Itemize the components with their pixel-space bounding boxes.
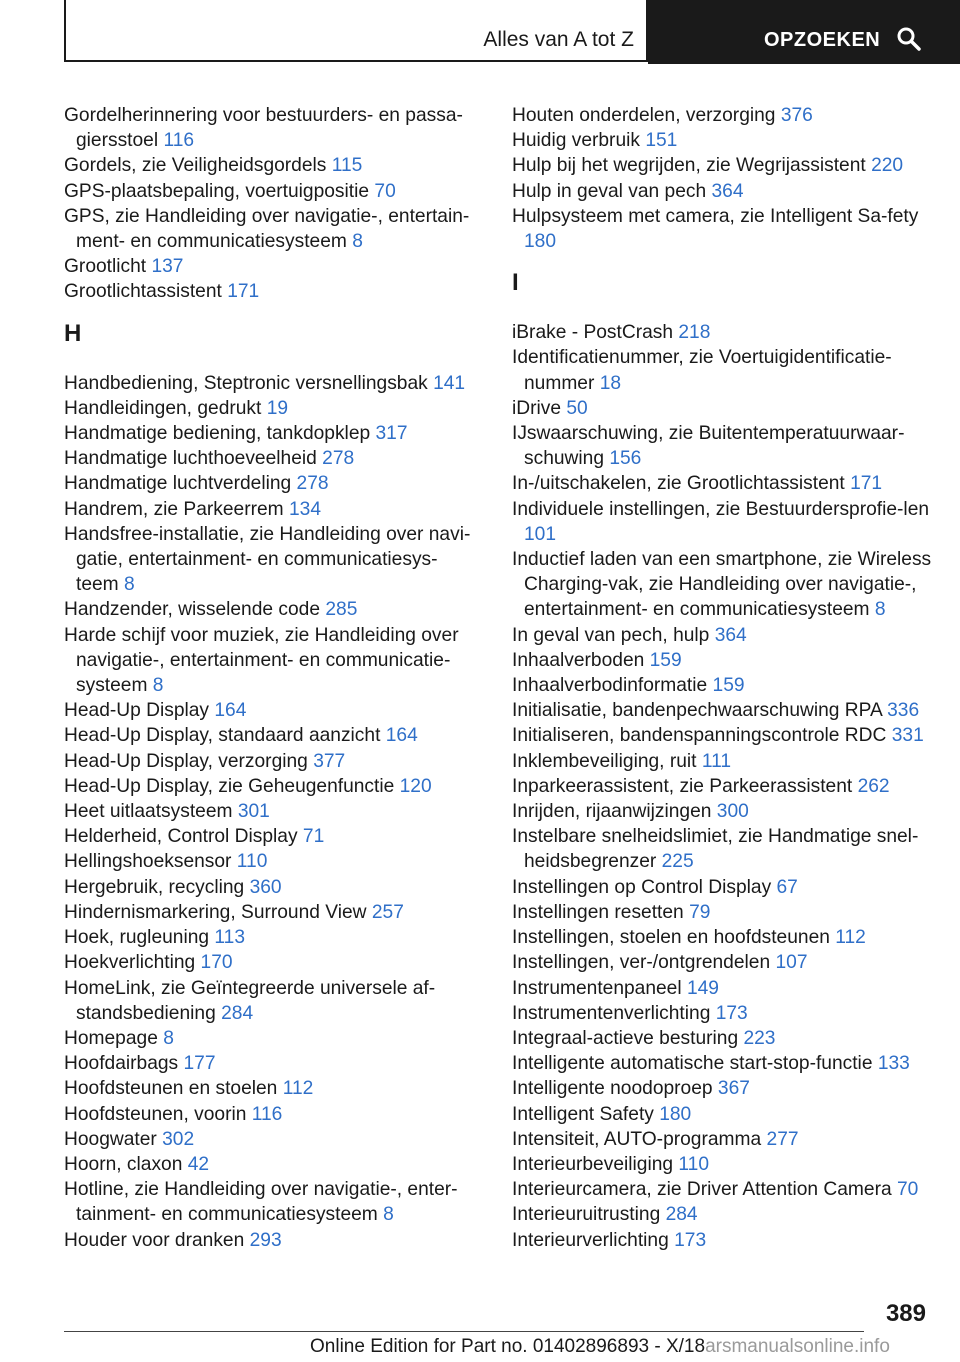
index-entry-text: Hoekverlichting [64,952,196,974]
index-page-link[interactable]: 8 [383,1204,394,1226]
index-entry [64,925,474,950]
index-entry [64,698,474,723]
index-entry-text: Interieurcamera, zie Driver Attention Camera [512,1179,892,1201]
index-entry-text: Huidig verbruik [512,130,640,152]
index-page-link[interactable]: 159 [649,649,682,671]
index-entry [64,254,474,279]
index-page-link[interactable]: 115 [331,155,363,177]
search-icon [896,26,922,52]
index-entry-text: GPS, zie Handleiding over navigatie-, entertain-ment- en communicatiesysteem [64,205,470,253]
index-entry [64,471,474,496]
index-entry [512,204,932,254]
index-page-link[interactable]: 284 [221,1002,254,1024]
index-entry [64,396,474,421]
index-entry-text: Intelligente automatische start-stop-functie [512,1053,873,1075]
index-entry [512,396,932,421]
index-page-link[interactable]: 173 [674,1229,707,1251]
index-page-link[interactable]: 164 [385,725,418,747]
index-page-link[interactable]: 377 [313,750,346,772]
index-entry [64,204,474,254]
index-entry-text: Instellingen, stoelen en hoofdsteunen [512,927,830,949]
index-entry [512,1102,932,1127]
index-entry [512,723,932,748]
index-entry-text: Heet uitlaatsysteem [64,801,233,823]
index-entry-text: Initialiseren, bandenspanningscontrole RDC [512,725,887,747]
index-entry-text: Hoorn, claxon [64,1153,183,1175]
index-page-link[interactable]: 257 [371,901,404,923]
index-entry-text: Head-Up Display, zie Geheugenfunctie [64,775,395,797]
index-entry [64,446,474,471]
index-entry-text: Instrumentenpaneel [512,977,682,999]
index-entry [64,900,474,925]
index-entry-text: Handmatige luchtverdeling [64,473,292,495]
index-entry-text: Hellingshoeksensor [64,851,232,873]
index-page-link[interactable]: 301 [237,801,270,823]
index-entry-text: Hoofdairbags [64,1053,179,1075]
index-page-link[interactable]: 177 [183,1053,216,1075]
index-page-link[interactable]: 360 [249,876,282,898]
index-entry-text: Inparkeerassistent, zie Parkeerassistent [512,775,853,797]
index-entry-text: Hulpsysteem met camera, zie Intelligent Sa-fety [512,205,919,227]
index-entry-text: Gordels, zie Veiligheidsgordels [64,155,327,177]
index-entry [64,749,474,774]
index-page-link[interactable]: 376 [780,105,813,126]
index-entry-text: Instelbare snelheidslimiet, zie Handmatige snel-heidsbegrenzer [512,826,919,873]
index-entry [64,1026,474,1051]
index-entry-text: Inhaalverbodinformatie [512,675,708,697]
index-entry-text: Handzender, wisselende code [64,599,321,621]
index-entry [64,774,474,799]
index-entry-text: Handmatige luchthoeveelheid [64,448,317,470]
index-entry [64,153,474,178]
index-entry [512,875,932,900]
index-page-link[interactable]: 331 [891,725,924,747]
footer [310,1336,890,1358]
index-entry [64,179,474,204]
page-header [64,0,960,64]
index-entry [64,1152,474,1177]
index-entry [64,371,474,396]
index-entry-text: Hulp in geval van pech [512,180,707,202]
index-entry-text: Hotline, zie Handleiding over navigatie-, enter-tainment- en communicatiesysteem [64,1179,458,1226]
index-page-link[interactable]: 42 [187,1153,210,1175]
index-entry [512,153,932,178]
index-page-link[interactable]: 302 [162,1128,195,1150]
index-entry [512,925,932,950]
index-entry [512,976,932,1001]
index-entry [512,673,932,698]
index-page-link[interactable]: 112 [282,1078,314,1100]
index-entry [64,279,474,304]
index-page-link[interactable]: 8 [352,231,363,253]
index-entry-text: IJswaarschuwing, zie Buitentemperatuurwaar-schuwing [512,423,905,470]
index-page-link[interactable]: 110 [678,1153,709,1175]
index-letter-heading: H [64,319,82,347]
index-entry [512,799,932,824]
index-page-link[interactable]: 293 [249,1229,282,1251]
index-entry-text: Hoofdsteunen en stoelen [64,1078,278,1100]
index-entry-text: Harde schijf voor muziek, zie Handleiding over navigatie-, entertainment- en communicatie-systeem [64,624,459,697]
index-entry [512,698,932,723]
index-entry-text: Inductief laden van een smartphone, zie Wireless Charging-vak, zie Handleiding over navigatie-, entertainment- en communicatiesysteem [512,549,932,621]
index-page-link[interactable]: 137 [151,256,184,278]
index-entry-text: Intensiteit, AUTO-programma [512,1128,762,1150]
section-tab-label: Alles van A tot Z [483,28,634,51]
index-entry-text: Interieurbeveiliging [512,1153,674,1175]
index-entry-text: Helderheid, Control Display [64,826,298,848]
index-page-link[interactable]: 116 [163,130,195,152]
index-page-link[interactable]: 218 [678,322,711,344]
index-page-link[interactable]: 70 [896,1179,919,1201]
index-entry-text: iDrive [512,397,562,419]
index-entry [512,128,932,153]
index-entry [64,421,474,446]
index-page-link[interactable]: 170 [200,952,233,974]
index-entry-text: iBrake - PostCrash [512,322,674,344]
index-entry [64,799,474,824]
index-entry [64,824,474,849]
search-tab[interactable] [648,0,960,64]
index-entry [64,849,474,874]
index-entry-text: Identificatienummer, zie Voertuigidentificatie-nummer [512,347,892,394]
index-entry [512,497,932,547]
index-entry [512,1051,932,1076]
footer-divider [64,1331,864,1332]
index-page-link[interactable]: 317 [375,423,408,445]
index-entry [512,1127,932,1152]
index-entry-text: Instellingen, ver-/ontgrendelen [512,952,771,974]
index-entry-text: Inklembeveiliging, ruit [512,750,697,772]
index-entry-text: Houten onderdelen, verzorging [512,105,776,126]
index-entry [512,1001,932,1026]
index-entry [512,623,932,648]
index-entry-text: Handleidingen, gedrukt [64,397,262,419]
index-entry [512,1177,932,1202]
index-page-link[interactable]: 141 [433,372,466,394]
index-entry [64,950,474,975]
index-page-link[interactable]: 173 [715,1002,748,1024]
index-page-link[interactable]: 278 [296,473,329,495]
index-page-link[interactable]: 171 [227,281,260,303]
index-entry-text: Head-Up Display, verzorging [64,750,308,772]
index-entry [64,1051,474,1076]
index-page-link[interactable]: 79 [689,901,711,923]
index-page-link[interactable]: 171 [850,473,883,495]
index-entry-text: Intelligente noodoproep [512,1078,713,1100]
index-page-link[interactable]: 107 [775,952,808,974]
index-entry-text: Hulp bij het wegrijden, zie Wegrijassistent [512,155,866,177]
index-page-link[interactable]: 71 [302,826,325,848]
index-entry [64,522,474,598]
index-page-link[interactable]: 278 [322,448,355,470]
index-page-link[interactable]: 8 [163,1027,174,1049]
index-entry [64,875,474,900]
index-entry-text: Interieuruitrusting [512,1204,661,1226]
index-entry-text: Instrumentenverlichting [512,1002,711,1024]
index-entry-text: Head-Up Display [64,700,210,722]
index-entry [512,1152,932,1177]
index-page-link[interactable]: 336 [887,700,920,722]
index-page-link[interactable]: 133 [877,1053,910,1075]
index-entry-text: Individuele instellingen, zie Bestuurdersprofie-len [512,498,930,520]
index-column-left [64,103,474,1253]
index-page-link[interactable]: 285 [325,599,358,621]
index-entry-text: Hoogwater [64,1128,157,1150]
index-entry [512,421,932,471]
index-page-link[interactable]: 149 [686,977,719,999]
index-entry-text: Handbediening, Steptronic versnellingsbak [64,372,428,394]
index-entry-text: Grootlichtassistent [64,281,222,303]
index-page-link[interactable]: 113 [214,927,246,949]
index-entry-text: Integraal-actieve besturing [512,1027,739,1049]
index-entry [512,547,932,623]
index-letter-heading: I [512,269,519,297]
index-entry [64,497,474,522]
index-entry [64,1177,474,1227]
index-page-link[interactable]: 70 [374,180,396,202]
index-entry-text: Instellingen resetten [512,901,684,923]
page-number: 389 [885,1300,926,1327]
index-entry-text: Grootlicht [64,256,147,278]
index-entry-text: Head-Up Display, standaard aanzicht [64,725,381,747]
index-page-link[interactable]: 367 [717,1078,750,1100]
index-page-link[interactable]: 180 [524,231,557,253]
index-entry-text: Homepage [64,1027,158,1049]
index-entry-text: GPS-plaatsbepaling, voertuigpositie [64,180,370,202]
index-page-link[interactable]: 110 [236,851,268,873]
index-entry [512,471,932,496]
index-page-link[interactable]: 134 [289,498,322,520]
index-entry-text: In-/uitschakelen, zie Grootlichtassistent [512,473,845,495]
index-page-link[interactable]: 50 [566,397,588,419]
index-entry [512,179,932,204]
index-page-link[interactable]: 101 [524,523,557,545]
index-entry-text: Inrijden, rijaanwijzingen [512,801,712,823]
index-entry-text: Hindernismarkering, Surround View [64,901,367,923]
index-entry [512,103,932,128]
index-entry [512,320,932,345]
index-page-link[interactable]: 8 [152,675,164,697]
index-entry [64,976,474,1026]
index-entry [64,1102,474,1127]
index-entry [64,623,474,699]
index-page-link[interactable]: 67 [776,876,798,898]
index-entry [512,1228,932,1253]
index-entry-text: Handmatige bediening, tankdopklep [64,423,371,445]
index-entry [512,648,932,673]
index-column-right [512,103,932,1253]
index-entry [512,345,932,395]
footer-watermark: arsmanualsonline.info [705,1336,890,1357]
index-page-link[interactable]: 180 [659,1103,692,1125]
index-page-link[interactable]: 112 [835,927,866,949]
index-page-link[interactable]: 8 [874,599,886,621]
index-entry-text: Handrem, zie Parkeerrem [64,498,284,520]
index-entry [512,749,932,774]
index-page-link[interactable]: 364 [711,180,744,202]
index-page-link[interactable]: 284 [665,1204,698,1226]
index-page-link[interactable]: 159 [712,675,745,697]
index-page-link[interactable]: 18 [599,372,622,394]
section-tab[interactable] [64,0,648,62]
index-entry-text: Inhaalverboden [512,649,645,671]
index-page-link[interactable]: 220 [871,155,904,177]
index-entry-text: Hoek, rugleuning [64,927,210,949]
index-entry [512,900,932,925]
index-entry [512,1202,932,1227]
index-entry [512,1076,932,1101]
index-page-link[interactable]: 120 [399,775,432,797]
index-entry-text: Hoofdsteunen, voorin [64,1103,247,1125]
index-entry [64,597,474,622]
index-entry [64,1127,474,1152]
index-entry [64,723,474,748]
footer-edition: Online Edition for Part no. 01402896893 - X/18 [310,1336,706,1357]
index-page-link[interactable]: 225 [661,851,694,873]
index-page-link[interactable]: 19 [266,397,289,419]
index-entry [64,1228,474,1253]
index-entry-text: Houder voor dranken [64,1229,245,1251]
index-page-link[interactable]: 151 [645,130,678,152]
index-entry-text: HomeLink, zie Geïntegreerde universele af-standsbediening [64,977,436,1024]
index-page-link[interactable]: 156 [609,448,642,470]
index-entry [512,824,932,874]
index-entry-text: Gordelherinnering voor bestuurders- en passa-giersstoel [64,105,463,152]
index-page-link[interactable]: 300 [716,801,749,823]
index-page-link[interactable]: 111 [701,750,732,772]
index-entry-text: Intelligent Safety [512,1103,654,1125]
index-entry [512,774,932,799]
index-entry-text: Instellingen op Control Display [512,876,772,898]
index-entry [64,1076,474,1101]
index-entry-text: Initialisatie, bandenpechwaarschuwing RPA [512,700,882,722]
search-tab-label: OPZOEKEN [764,29,881,51]
index-page-link[interactable]: 164 [214,700,247,722]
index-page-link[interactable]: 364 [714,624,747,646]
index-entry [512,950,932,975]
index-entry [64,103,474,153]
index-page-link[interactable]: 116 [251,1103,283,1125]
index-page-link[interactable]: 8 [124,574,135,596]
index-entry-text: Hergebruik, recycling [64,876,245,898]
index-entry-text: Handsfree-installatie, zie Handleiding over navi-gatie, entertainment- en communicatiesys-teem [64,523,471,596]
index-entry-text: Interieurverlichting [512,1229,669,1251]
index-entry [512,1026,932,1051]
index-page-link[interactable]: 223 [743,1027,776,1049]
index-page-link[interactable]: 277 [766,1128,799,1150]
index-entry-text: In geval van pech, hulp [512,624,710,646]
index-page-link[interactable]: 262 [857,775,890,797]
